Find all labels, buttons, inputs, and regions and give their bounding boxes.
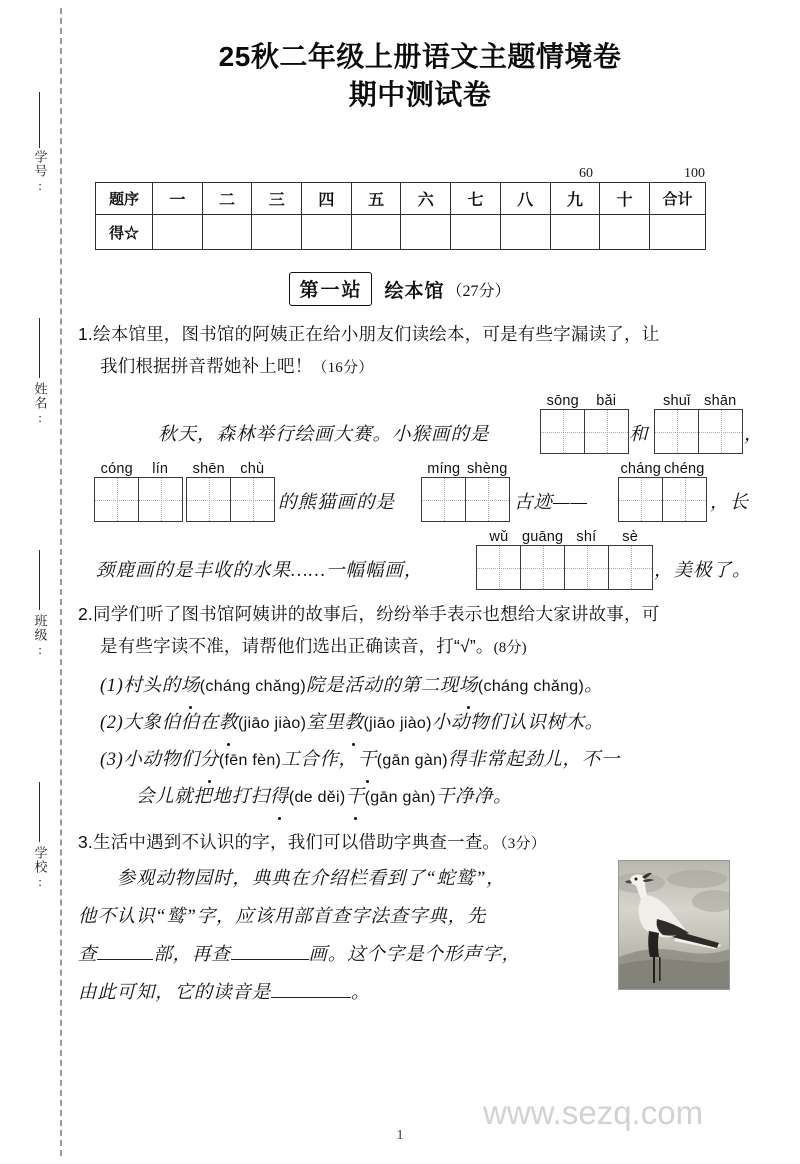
title-line-1: 25秋二年级上册语文主题情境卷	[218, 41, 622, 72]
item-label: (3)	[100, 750, 124, 770]
passage-row-2-text-b: 古迹——	[514, 493, 588, 513]
emphasis-char: 干	[345, 779, 364, 815]
pinyin-group-conglin[interactable]	[94, 457, 183, 522]
passage-row-2-tail: ，长	[710, 493, 750, 513]
passage-row-3	[78, 524, 752, 590]
item-text: 小动物们	[123, 750, 200, 770]
question-2-item-3-line-2[interactable]	[78, 779, 730, 816]
item-text: 得非常起劲儿，不一	[447, 750, 620, 770]
emphasis-char: 得	[270, 779, 289, 815]
pinyin-group-changcheng[interactable]	[618, 457, 707, 522]
score-input-3[interactable]	[252, 215, 302, 250]
score-input-7[interactable]	[451, 215, 501, 250]
last-line-prefix: 由此可知，它的读音是	[78, 983, 272, 1003]
tianzige-cell[interactable]	[585, 410, 628, 453]
score-table	[95, 182, 706, 250]
blank-line-mid: 部，再查	[153, 945, 231, 965]
station-name: 绘本馆	[384, 280, 445, 302]
item-text: 大象伯伯在	[123, 713, 219, 733]
question-3-body	[78, 860, 730, 1012]
last-line-suffix: 。	[351, 983, 371, 1003]
score-table-score-label: 得☆	[96, 215, 153, 250]
question-3-body-line-1: 参观动物园时，典典在介绍栏看到了“蛇鹫”，	[78, 869, 506, 889]
mark-100: 100	[684, 166, 705, 181]
title-line-2: 期中测试卷	[348, 79, 492, 110]
emphasis-char: 教	[344, 705, 363, 741]
pinyin-labels	[186, 457, 275, 477]
emphasis-char: 场	[181, 668, 200, 704]
questions-container	[78, 318, 764, 1012]
answer-blank-duyin[interactable]	[271, 997, 351, 998]
question-3-number: 3.	[78, 832, 93, 852]
question-3-line-1	[78, 826, 730, 860]
tianzige-cell[interactable]	[422, 478, 466, 521]
answer-blank-bushou[interactable]	[97, 959, 153, 960]
score-input-1[interactable]	[153, 215, 203, 250]
passage-row-2	[78, 456, 750, 522]
question-1-line-1	[78, 318, 730, 350]
tianzige-cell[interactable]	[231, 478, 274, 521]
margin-field-xingming	[18, 382, 62, 431]
pinyin-options[interactable]: (gān gàn)	[376, 752, 448, 769]
emphasis-char: 教	[219, 705, 238, 741]
pinyin-group-shenchu[interactable]	[186, 457, 275, 522]
passage-row-1-tail: ，	[744, 425, 764, 445]
pinyin-syllable: sōng	[546, 393, 579, 409]
score-col-3: 三	[252, 183, 302, 215]
item-text: 工合作，	[281, 750, 358, 770]
pinyin-options[interactable]: (cháng chǎng)	[477, 678, 585, 695]
item-text: 。	[584, 676, 604, 696]
question-2-number: 2.	[78, 604, 93, 624]
blank-line-prefix: 查	[78, 945, 98, 965]
question-2-item-3-line-1[interactable]	[78, 742, 730, 779]
margin-rule	[39, 318, 40, 378]
question-1-number: 1.	[78, 324, 93, 344]
margin-field-xuehao	[18, 150, 62, 199]
passage-row-3-tail: ，美极了。	[654, 561, 752, 581]
margin-field-label: 姓名:	[32, 382, 48, 426]
pinyin-options[interactable]: (jiāo jiào)	[363, 715, 432, 732]
pinyin-options[interactable]: (gān gàn)	[364, 789, 436, 806]
question-2-score: (8分)	[493, 640, 527, 656]
item-label: (1)	[100, 676, 124, 696]
pinyin-syllable: chéng	[663, 461, 705, 477]
pinyin-syllable: lín	[152, 461, 169, 477]
score-table-block	[95, 160, 706, 250]
item-text: 小动物们认识树木。	[431, 713, 604, 733]
question-3-text-1: 生活中遇到不认识的字，我们可以借助字典查一查。	[93, 832, 501, 852]
margin-rule	[39, 550, 40, 610]
tianzige-grid[interactable]	[421, 477, 510, 522]
question-2-text-2: 是有些字读不准，请帮他们选出正确读音，打“√”。	[100, 636, 494, 656]
pinyin-syllable: cháng	[620, 461, 661, 477]
question-1-text-1: 绘本馆里，图书馆的阿姨正在给小朋友们读绘本，可是有些字漏读了，让	[93, 324, 660, 344]
item-text: 室里	[306, 713, 345, 733]
item-text: 干净净。	[435, 787, 513, 807]
pinyin-options[interactable]: (de děi)	[288, 789, 346, 806]
pinyin-labels	[94, 457, 183, 477]
emphasis-char: 分	[200, 742, 219, 778]
tianzige-cell[interactable]	[609, 546, 652, 589]
site-watermark: www.sezq.com	[483, 1094, 704, 1131]
bird-illustration-svg	[619, 861, 729, 989]
question-2	[78, 598, 730, 816]
pinyin-labels	[540, 389, 629, 409]
score-input-5[interactable]	[351, 215, 401, 250]
pinyin-options[interactable]: (fēn fèn)	[218, 752, 282, 769]
question-1-line-2	[78, 350, 730, 384]
tianzige-cell[interactable]	[565, 546, 609, 589]
tianzige-cell[interactable]	[466, 478, 509, 521]
question-3-body-line-2: 他不认识“鹫”字，应该用部首查字法查字典，先	[78, 907, 487, 927]
tianzige-cell[interactable]	[655, 410, 699, 453]
tianzige-grid[interactable]	[94, 477, 183, 522]
item-text: 村头的	[123, 676, 181, 696]
score-input-8[interactable]	[500, 215, 550, 250]
tianzige-cell[interactable]	[139, 478, 182, 521]
table-row-header	[96, 183, 706, 215]
question-3-blank-line[interactable]	[78, 936, 638, 974]
score-col-7: 七	[451, 183, 501, 215]
pinyin-syllable: cóng	[100, 461, 133, 477]
item-text: 会儿就把地打扫	[136, 787, 270, 807]
score-col-2: 二	[202, 183, 252, 215]
score-input-6[interactable]	[401, 215, 451, 250]
score-col-8: 八	[500, 183, 550, 215]
score-input-10[interactable]	[600, 215, 650, 250]
tianzige-grid[interactable]	[186, 477, 275, 522]
pinyin-group-songbai[interactable]	[540, 389, 629, 454]
question-3-text-block	[78, 860, 638, 1012]
pinyin-group-wuguangshise[interactable]	[476, 525, 653, 590]
question-2-line-2	[78, 630, 730, 664]
score-table-row-label: 题序	[96, 183, 153, 215]
margin-field-label: 学号:	[32, 150, 48, 194]
question-3-score: （3分）	[500, 836, 546, 852]
tianzige-cell[interactable]	[619, 478, 663, 521]
tianzige-grid[interactable]	[618, 477, 707, 522]
score-input-2[interactable]	[202, 215, 252, 250]
pinyin-syllable: guāng	[521, 529, 564, 545]
pinyin-group-shuishan[interactable]	[654, 389, 743, 454]
passage-row-1	[78, 388, 764, 454]
score-col-10: 十	[600, 183, 650, 215]
question-1	[78, 318, 764, 590]
score-col-9: 九	[550, 183, 600, 215]
score-input-total[interactable]	[650, 215, 706, 250]
tianzige-cell[interactable]	[663, 478, 706, 521]
tianzige-cell[interactable]	[699, 410, 742, 453]
pinyin-labels	[476, 525, 653, 545]
margin-field-label: 学校:	[32, 846, 48, 890]
emphasis-char: 场	[459, 668, 478, 704]
tianzige-cell[interactable]	[95, 478, 139, 521]
question-2-line-1	[78, 598, 730, 630]
passage-row-3-lead: 颈鹿画的是丰收的水果……一幅幅画，	[96, 561, 424, 581]
margin-field-xuexiao	[18, 846, 62, 895]
blank-line-suffix: 画。这个字是个形声字，	[308, 945, 521, 965]
pinyin-syllable: shān	[704, 393, 737, 409]
answer-blank-bihua[interactable]	[231, 959, 309, 960]
question-2-item-1[interactable]	[78, 668, 730, 705]
pinyin-syllable: míng	[427, 461, 461, 477]
item-label: (2)	[100, 713, 124, 733]
passage-row-2-text-a: 的熊猫画的是	[278, 493, 396, 513]
margin-rule	[39, 782, 40, 842]
page-number: 1	[396, 1128, 404, 1143]
score-col-1: 一	[153, 183, 203, 215]
score-col-total: 合计	[650, 183, 706, 215]
table-row-scores	[96, 215, 706, 250]
station-score: （27分）	[446, 282, 511, 300]
tianzige-grid[interactable]	[476, 545, 653, 590]
section-header-station-1	[0, 272, 800, 306]
question-2-item-2[interactable]	[78, 705, 730, 742]
pinyin-options[interactable]: (jiāo jiào)	[238, 715, 307, 732]
pinyin-labels	[421, 457, 510, 477]
pinyin-syllable: shí	[576, 529, 597, 545]
pinyin-syllable: shèng	[466, 461, 508, 477]
margin-rule	[39, 92, 40, 148]
station-badge: 第一站	[289, 272, 372, 306]
pinyin-labels	[618, 457, 707, 477]
tianzige-cell[interactable]	[521, 546, 565, 589]
pinyin-options[interactable]: (cháng chǎng)	[199, 678, 306, 695]
pinyin-labels	[654, 389, 743, 409]
pinyin-syllable: shēn	[192, 461, 225, 477]
item-text: 院是活动的第二现	[306, 676, 459, 696]
emphasis-char: 干	[358, 742, 377, 778]
score-input-9[interactable]	[550, 215, 600, 250]
score-input-4[interactable]	[302, 215, 352, 250]
pinyin-group-mingsheng[interactable]	[421, 457, 510, 522]
question-2-text-1: 同学们听了图书馆阿姨讲的故事后，纷纷举手表示也想给大家讲故事，可	[93, 604, 660, 624]
score-col-5: 五	[351, 183, 401, 215]
passage-row-1-lead: 秋天，森林举行绘画大赛。小猴画的是	[158, 425, 490, 445]
margin-field-label: 班级:	[32, 614, 48, 658]
tianzige-cell[interactable]	[541, 410, 585, 453]
page-title	[80, 38, 760, 114]
pinyin-syllable: shuǐ	[663, 393, 691, 409]
question-3	[78, 826, 730, 1012]
tianzige-cell[interactable]	[187, 478, 231, 521]
mark-60: 60	[579, 166, 593, 181]
pinyin-syllable: chù	[240, 461, 265, 477]
pinyin-syllable: sè	[622, 529, 638, 545]
question-1-text-2: 我们根据拼音帮她补上吧！	[100, 356, 313, 376]
tianzige-grid[interactable]	[654, 409, 743, 454]
pinyin-syllable: bǎi	[596, 393, 617, 409]
tianzige-grid[interactable]	[540, 409, 629, 454]
pinyin-syllable: wǔ	[489, 529, 509, 545]
score-table-marks	[95, 160, 706, 182]
secretary-bird-photo	[618, 860, 730, 990]
question-1-score: （16分）	[312, 360, 374, 376]
question-3-last-line[interactable]	[78, 974, 638, 1012]
score-col-6: 六	[401, 183, 451, 215]
passage-row-1-between: 和	[629, 425, 649, 445]
margin-field-banji	[18, 614, 62, 663]
score-col-4: 四	[302, 183, 352, 215]
tianzige-cell[interactable]	[477, 546, 521, 589]
